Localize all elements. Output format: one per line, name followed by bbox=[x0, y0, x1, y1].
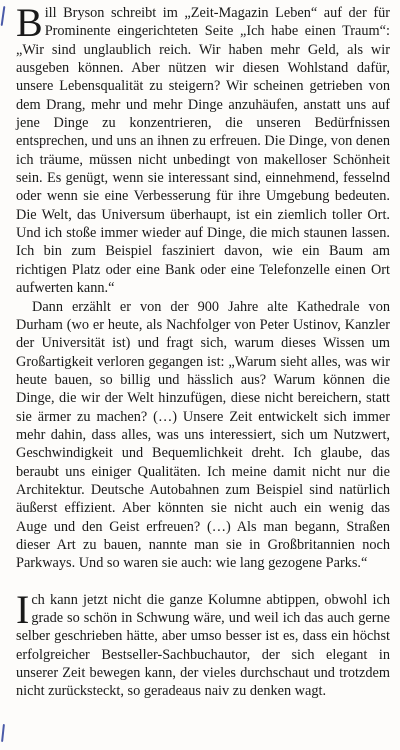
drop-cap-b: B bbox=[16, 0, 43, 45]
paragraph-1-text: ill Bryson schreibt im „Zeit-Magazin Leben“ auf der für Prominente eingerichteten Seite „Ich habe einen Traum“: „Wir sind unglaublich reich. Wir haben mehr Geld, als wir ausgeben können. Aber nützen wir diesen Wohlstand dafür, unsere Lebensqualität zu steigern? Wir scheinen getrieben von dem Drang, mehr und mehr Dinge anzuhäufen, anstatt uns auf jene Dinge zu konzentrieren, die unseren Bedürfnissen entsprechen, und uns an ihnen zu erfreuen. Die Dinge, von denen ich träume, müssen nicht unbedingt von makelloser Schönheit sein. Es genügt, wenn sie interessant sind, einnehmend, fesselnd oder wenn sie eine Verbesserung für ihre Umgebung bedeuten. Die Welt, das Universum überhaupt, ist ein ziemlich toller Ort. Und ich stoße immer wieder auf Dinge, die mich staunen lassen. Ich bin zum Beispiel fasziniert davon, wie ein Baum am richtigen Platz oder eine Bank oder eine Telefonzelle einen Ort aufwerten kann.“ bbox=[16, 5, 390, 297]
paragraph-durham-cathedral bbox=[16, 298, 390, 573]
margin-pen-mark-bottom bbox=[1, 724, 5, 742]
paragraph-2-text: Dann erzählt er von der 900 Jahre alte Kathedrale von Durham (wo er heute, als Nachfolger von Peter Ustinov, Kanzler der Universität ist) und fragt sich, warum dieses Wissen um Großartigkeit verloren gegangen ist: „Warum sieht alles, was wir heute bauen, so billig und hässlich aus? Warum können die Dinge, die wir der Welt hinzufügen, diese nicht bereichern, statt sie ärmer zu machen? (…) Unsere Zeit entwickelt sich immer mehr dahin, dass alles, was uns interessiert, sich um Nutzwert, Geschwindigkeit und Bequemlichkeit dreht. Ich glaube, das beraubt uns einiger Qualitäten. Ich meine damit nicht nur die Architektur. Deutsche Autobahnen zum Beispiel sind natürlich äußerst effizient. Aber könnten sie nicht auch ein wenig das Auge und den Geist erfreuen? (…) Als man begann, Straßen dieser Art zu bauen, nannte man sie in Großbritannien noch Parkways. Und so waren sie auch: wie lang gezogene Parks.“ bbox=[16, 298, 390, 572]
paragraph-3-text: ch kann jetzt nicht die ganze Kolumne abtippen, obwohl ich grade so schön in Schwung wäre, und weil ich das auch gerne selber geschrieben hätte, aber umso besser ist es, dass ein höchst erfolgreicher Bestseller-Sachbuchautor, der sich elegant in unserer Zeit bewegen kann, der vieles durchschaut und trotzdem nicht zurücksteckt, so geradeaus naiv zu denken wagt. bbox=[16, 591, 390, 700]
margin-pen-mark-top bbox=[1, 6, 6, 26]
paragraph-author-comment bbox=[16, 586, 390, 701]
drop-cap-i: I bbox=[16, 586, 30, 632]
section-gap bbox=[16, 573, 390, 591]
paragraph-bryson-quote bbox=[16, 0, 390, 298]
